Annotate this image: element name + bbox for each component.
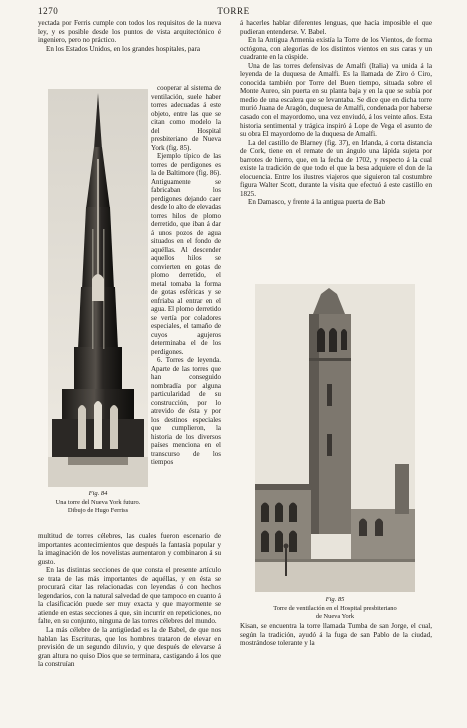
paragraph: Ejemplo típico de las torres de perdigones es la de Baltimore (fig. 86). Antiguamente se fabricaban los perdigones dejando caer desde lo alto de elevadas torres hilos de plomo derretido, que iban á dar á unos pozos de agua situados en el fondo de aquéllas. Al descender aquellos hilos se convierten en gotas de plomo derretido, el metal tomaba la forma de gotas esféricas y se enfriaba al entrar en el agua. El plomo derretido se vertía por coladores especiales, el tamaño de cuyos agujeros determinaba el de los perdigones.	[151, 152, 221, 356]
figure-85-number: Fig. 85	[325, 596, 345, 603]
running-title: TORRE	[217, 6, 250, 16]
caption-line: de Nueva York	[315, 612, 355, 620]
figure-84-number: Fig. 84	[88, 490, 108, 497]
paragraph: Una de las torres defensivas de Amalfi (Italia) va unida á la leyenda de la duquesa de Amalfi. Es la llamada de Ziro ó Ciro, conocida también por Torre del Buen tiempo, situada sobre el Monte Aureo, sin puerta en su planta baja y en la que se subía por medio de una escalera que se levantaba. Se dice que en dicha torre murió Juana de Aragón, duquesa de Amalfi, condenada por haberse casado con el mayordomo, una vez enviudó, á los veinte años. Esta historia sentimental y trágica inspiró á Lope de Vega el asunto de su obra El mayordomo de la duquesa de Amalfi.	[240, 61, 432, 139]
caption-line: Torre de ventilación en el Hospital presbiteriano	[273, 605, 397, 612]
caption-line: Dibujo de Hugo Ferriss	[67, 506, 129, 514]
paragraph: La del castillo de Blarney (fig. 37), en Irlanda, á corta distancia de Cork, tiene en el remate de un ángulo una lápida sujeta por barrotes de hierro, que, en la fecha de 1702, y respecto á la cual existe la tradición de que todo el que la besa adquiere el don de la elocuencia. Entre los ilustres viajeros que siguieron tal costumbre figura Walter Scott, durante la visita que efectuó á este castillo en 1825.	[240, 138, 432, 198]
figure-85-ventilation-tower-photo	[255, 284, 415, 592]
caption-line: Una torre del Nueva York futuro.	[55, 499, 141, 506]
paragraph: yectada por Ferris cumple con todos los requisitos de la nueva ley, y es posible desde los puntos de vista arquitectónico é ingeniero, pero no práctico.	[38, 19, 221, 45]
left-narrow-column	[151, 84, 221, 467]
paragraph: 6. Torres de leyenda. Aparte de las torres que han conseguido nombradía por alguna particularidad de su construcción, por lo atrevido de ésta y por los destinos especiales que cumplieron, la historia de los diversos países menciona en el transcurso de los tiempos	[151, 356, 221, 466]
left-column-lower	[38, 532, 221, 669]
figure-84-skyscraper-drawing	[48, 89, 148, 487]
right-column-top	[240, 19, 432, 207]
figure-84-caption	[40, 499, 156, 514]
skyscraper-illustration	[48, 89, 148, 487]
page-header	[38, 6, 429, 18]
tower-photo-illustration	[255, 284, 415, 592]
paragraph: En Damasco, y frente á la antigua puerta de Bab	[248, 198, 386, 207]
paragraph: á hacerles hablar diferentes lenguas, que hacía imposible el que pudieran entenderse. V. Babel.	[240, 19, 432, 36]
paragraph: En las distintas secciones de que consta el presente artículo se trata de las más importantes de aquéllas, y en ésta se procurará citar las relacionadas con leyendas ó con hechos legendarios, con la natural salvedad de que tampoco en cuanto á la clasificación puede ser muy exacta y que mayormente se atiende en estas secciones á que, sin incurrir en repeticiones, no falte, en su conjunto, ninguna de las torres célebres del mundo.	[38, 566, 221, 626]
paragraph: multitud de torres célebres, las cuales fueron escenario de importantes acontecimientos que después la fantasía popular y la imaginación de los novelistas aumentaron y combinaron á su gusto.	[38, 532, 221, 566]
paragraph: En los Estados Unidos, en los grandes hospitales, para	[46, 44, 201, 53]
left-column-intro	[38, 19, 221, 53]
right-column-bottom	[240, 622, 432, 648]
page-number: 1270	[38, 6, 59, 16]
figure-85-caption	[248, 605, 422, 620]
paragraph: La más célebre de la antigüedad es la de Babel, de que nos hablan las Escrituras, que los hombres trataron de elevar en previsión de un segundo diluvio, y que después de elevarse á gran altura no quiso Dios que se terminara, castigando á los que la construían	[38, 626, 221, 669]
paragraph: En la Antigua Armenia existía la Torre de los Vientos, de forma octógona, con alegorías de los distintos vientos en sus caras y un cuadrante en la cúspide.	[240, 36, 432, 62]
paragraph: Kisan, se encuentra la torre llamada Tumba de san Jorge, el cual, según la tradición, ayudó á la fuga de san Pablo de la ciudad, mostrándose tolerante y la	[240, 622, 432, 648]
paragraph: cooperar al sistema de ventilación, suele haber torres adecuadas á este objeto, entre las que se citan como modelo la del Hospital presbiteriano de Nueva York (fig. 85).	[151, 84, 221, 152]
